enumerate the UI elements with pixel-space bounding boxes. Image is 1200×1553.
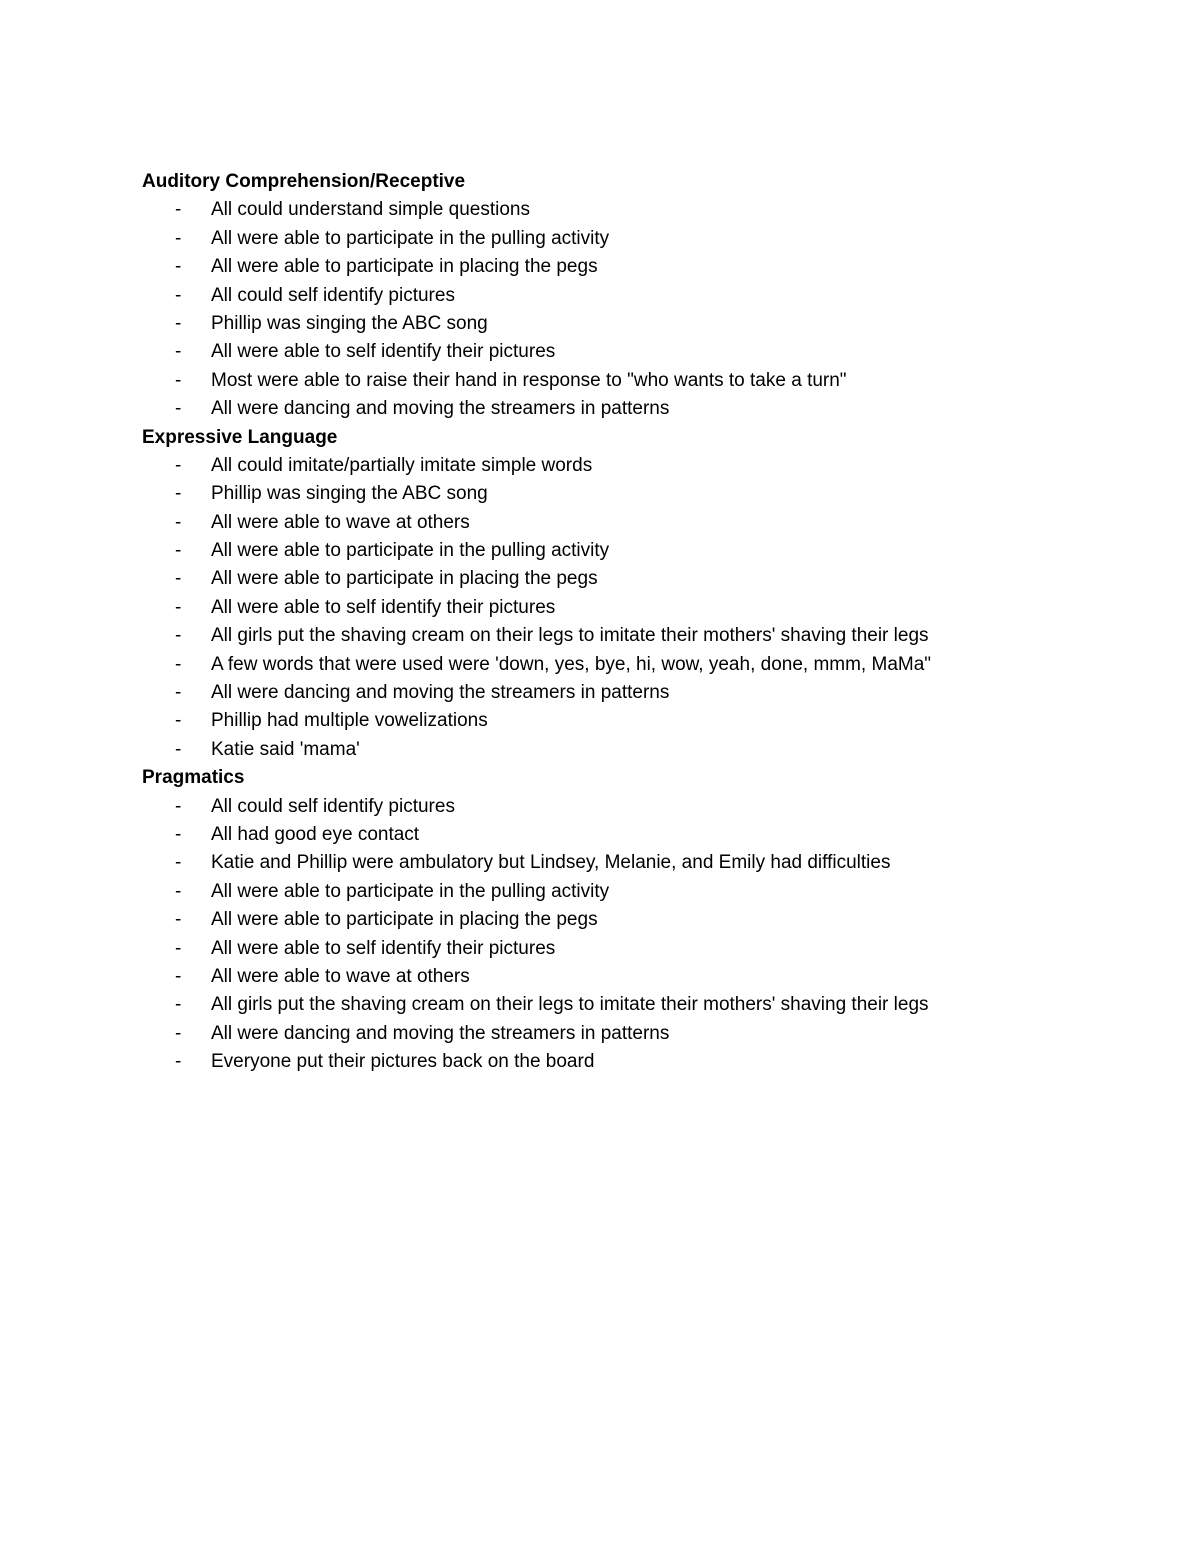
dash-bullet-icon: -: [175, 625, 182, 647]
list-item: [142, 1048, 1142, 1076]
list-item: [142, 196, 1142, 224]
dash-bullet-icon: -: [175, 823, 182, 845]
list-item-text: All were dancing and moving the streamers in patterns: [211, 398, 670, 420]
dash-bullet-icon: -: [175, 256, 182, 278]
list-item: [142, 736, 1142, 764]
list-item: [142, 253, 1142, 281]
list-item: [142, 310, 1142, 338]
list-item-text: All had good eye contact: [211, 823, 420, 845]
bullet-list: [142, 196, 1142, 423]
list-item: [142, 963, 1142, 991]
list-item-text: All were dancing and moving the streamers in patterns: [211, 1022, 670, 1044]
list-item: [142, 849, 1142, 877]
list-item: [142, 793, 1142, 821]
list-item: [142, 878, 1142, 906]
list-item-text: Phillip had multiple vowelizations: [211, 710, 488, 732]
dash-bullet-icon: -: [175, 540, 182, 562]
list-item: [142, 367, 1142, 395]
list-item-text: All girls put the shaving cream on their legs to imitate their mothers' shaving their legs: [211, 625, 929, 647]
list-item-text: All girls put the shaving cream on their legs to imitate their mothers' shaving their legs: [211, 994, 929, 1016]
list-item-text: All could imitate/partially imitate simple words: [211, 454, 593, 476]
list-item-text: Katie and Phillip were ambulatory but Lindsey, Melanie, and Emily had difficulties: [211, 852, 891, 874]
dash-bullet-icon: -: [175, 454, 182, 476]
dash-bullet-icon: -: [175, 1051, 182, 1073]
section-expressive-language: [142, 424, 1142, 765]
list-item-text: All could self identify pictures: [211, 284, 455, 306]
dash-bullet-icon: -: [175, 994, 182, 1016]
dash-bullet-icon: -: [175, 511, 182, 533]
list-item: [142, 452, 1142, 480]
dash-bullet-icon: -: [175, 199, 182, 221]
list-item-text: Katie said 'mama': [211, 738, 360, 760]
dash-bullet-icon: -: [175, 568, 182, 590]
list-item: [142, 679, 1142, 707]
list-item: [142, 509, 1142, 537]
list-item-text: A few words that were used were 'down, yes, bye, hi, wow, yeah, done, mmm, MaMa": [211, 653, 932, 675]
list-item: [142, 991, 1142, 1019]
bullet-list: [142, 793, 1142, 1077]
dash-bullet-icon: -: [175, 710, 182, 732]
dash-bullet-icon: -: [175, 653, 182, 675]
dash-bullet-icon: -: [175, 738, 182, 760]
list-item: [142, 707, 1142, 735]
list-item-text: All could self identify pictures: [211, 795, 455, 817]
dash-bullet-icon: -: [175, 483, 182, 505]
dash-bullet-icon: -: [175, 227, 182, 249]
dash-bullet-icon: -: [175, 312, 182, 334]
list-item-text: Phillip was singing the ABC song: [211, 483, 488, 505]
list-item-text: Phillip was singing the ABC song: [211, 312, 488, 334]
list-item-text: All were able to wave at others: [211, 511, 470, 533]
list-item: [142, 935, 1142, 963]
bullet-list: [142, 452, 1142, 764]
list-item-text: Everyone put their pictures back on the board: [211, 1051, 595, 1073]
section-heading: Pragmatics: [142, 767, 245, 789]
list-item: [142, 480, 1142, 508]
list-item-text: Most were able to raise their hand in response to "who wants to take a turn": [211, 369, 847, 391]
dash-bullet-icon: -: [175, 398, 182, 420]
dash-bullet-icon: -: [175, 795, 182, 817]
list-item-text: All were able to participate in the pulling activity: [211, 540, 610, 562]
dash-bullet-icon: -: [175, 852, 182, 874]
list-item: [142, 395, 1142, 423]
list-item-text: All were able to self identify their pictures: [211, 341, 556, 363]
list-item-text: All were able to participate in placing the pegs: [211, 909, 598, 931]
list-item: [142, 565, 1142, 593]
list-item-text: All were able to participate in the pulling activity: [211, 880, 610, 902]
list-item: [142, 622, 1142, 650]
dash-bullet-icon: -: [175, 341, 182, 363]
list-item: [142, 282, 1142, 310]
dash-bullet-icon: -: [175, 909, 182, 931]
list-item-text: All were dancing and moving the streamers in patterns: [211, 682, 670, 704]
section-heading: Expressive Language: [142, 426, 338, 448]
list-item: [142, 1020, 1142, 1048]
dash-bullet-icon: -: [175, 1022, 182, 1044]
section-auditory-comprehension: [142, 168, 1142, 424]
dash-bullet-icon: -: [175, 880, 182, 902]
document-page: [142, 168, 1142, 1077]
list-item: [142, 594, 1142, 622]
list-item: [142, 821, 1142, 849]
dash-bullet-icon: -: [175, 596, 182, 618]
list-item-text: All were able to self identify their pictures: [211, 596, 556, 618]
list-item-text: All were able to participate in placing the pegs: [211, 568, 598, 590]
list-item-text: All were able to participate in the pulling activity: [211, 227, 610, 249]
dash-bullet-icon: -: [175, 682, 182, 704]
list-item: [142, 651, 1142, 679]
dash-bullet-icon: -: [175, 937, 182, 959]
list-item-text: All were able to wave at others: [211, 965, 470, 987]
list-item: [142, 225, 1142, 253]
list-item: [142, 537, 1142, 565]
dash-bullet-icon: -: [175, 284, 182, 306]
list-item-text: All were able to self identify their pictures: [211, 937, 556, 959]
section-heading: Auditory Comprehension/Receptive: [142, 171, 466, 192]
list-item: [142, 906, 1142, 934]
list-item: [142, 338, 1142, 366]
dash-bullet-icon: -: [175, 965, 182, 987]
list-item-text: All could understand simple questions: [211, 199, 530, 221]
dash-bullet-icon: -: [175, 369, 182, 391]
section-pragmatics: [142, 764, 1142, 1076]
list-item-text: All were able to participate in placing the pegs: [211, 256, 598, 278]
